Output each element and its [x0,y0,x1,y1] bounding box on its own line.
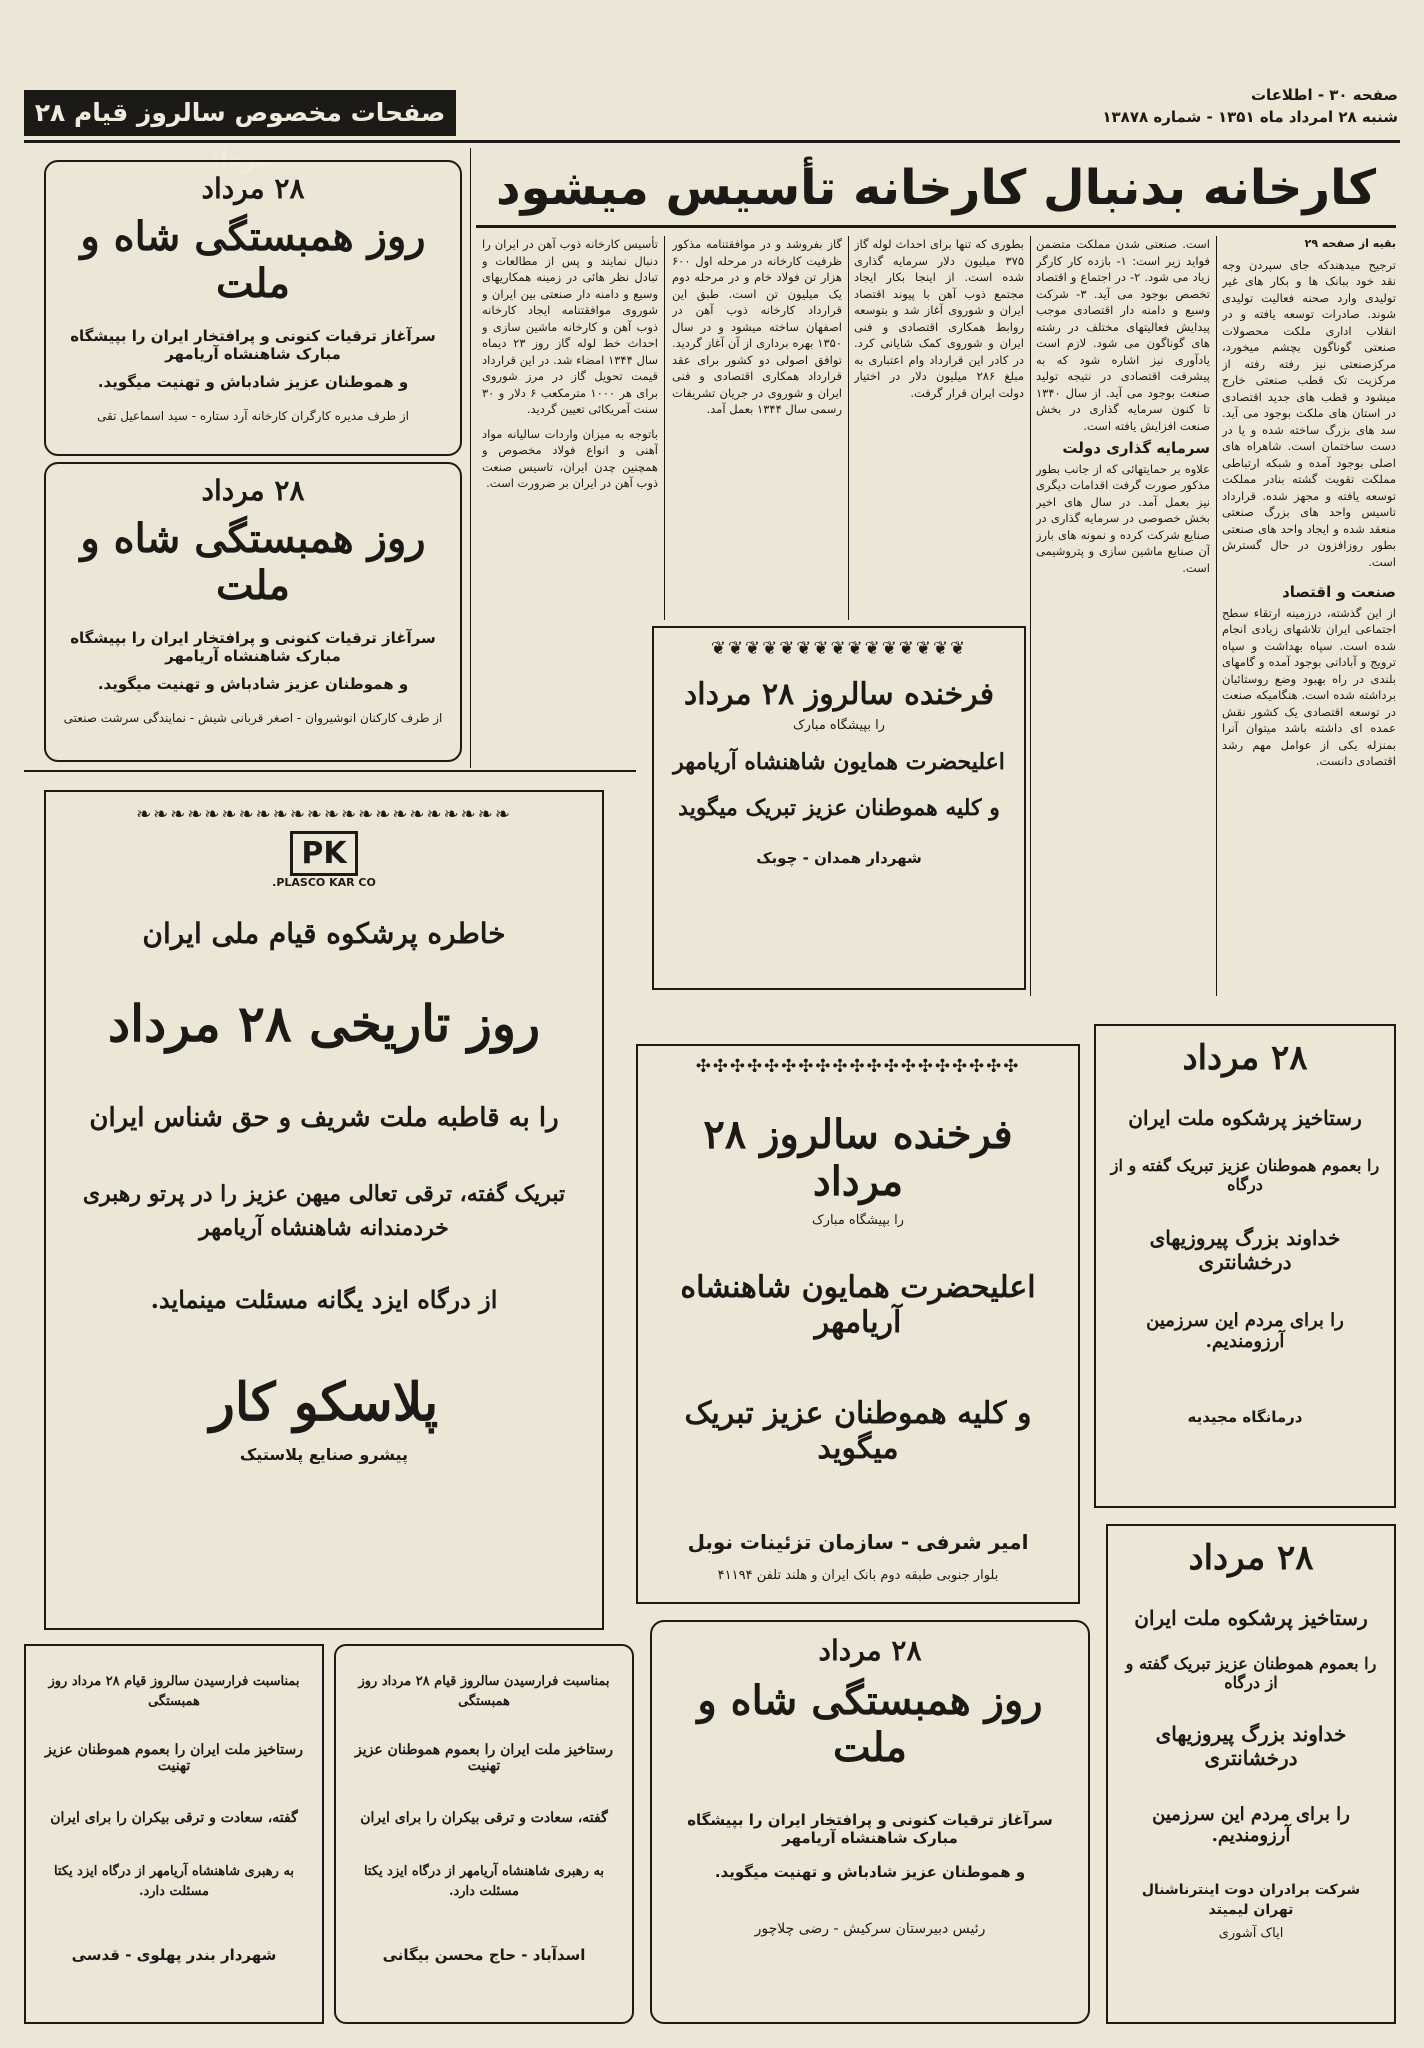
masthead-rule [24,140,1400,143]
ornament-border-icon: ❦❦❦❦❦❦❦❦❦❦❦❦❦❦❦ [710,638,968,659]
ad-signer: تهران لیمیتد [1208,1902,1294,1918]
issue-date: شنبه ۲۸ امرداد ماه ۱۳۵۱ - شماره ۱۳۸۷۸ [1102,108,1398,126]
ad-text: اعلیحضرت همایون شاهنشاه آریامهر [673,749,1005,775]
ad-text: را بعموم هموطنان عزیز تبریک گفته و از درگاه [1110,1156,1380,1194]
ad-text: بمناسبت فرارسیدن سالروز قیام ۲۸ مرداد روز همبستگی [358,1674,610,1709]
section-rule [24,770,636,772]
subhead-industry: صنعت و اقتصاد [1282,583,1396,601]
ad-text: رستاخیز ملت ایران را بعموم هموطنان عزیز تهنیت [44,1742,303,1774]
ad-text: تبریک گفته، ترقی تعالی میهن عزیز را در پرتو رهبری خردمندانه شاهنشاه آریامهر [82,1181,566,1241]
page-headline: کارخانه بدنبال کارخانه تأسیس میشود [476,148,1396,228]
ad-title: روز تاریخی ۲۸ مرداد [107,994,541,1053]
article-column-4: گاز بفروشد و در موافقتنامه مذکور ظرفیت کارخانه در مرحله اول ۶۰۰ هزار تن فولاد خام و در مرحله دوم یک میلیون تن است. طبق این قرارداد کارخانه ذوب آهن در اصفهان ساخته میشود و در سال ۱۳۵۰ بهره برداری از آن آغاز گردید. توافق اصولی دو کشور برای عقد قرارداد همکاری اقتصادی و فنی ایران و شوروی در جریان تشریفات رسمی سال ۱۳۴۴ بعمل آمد. [672,237,842,416]
ad-text: خداوند بزرگ پیروزیهای درخشانتری [1149,1226,1341,1274]
plasco-logo-icon: PK [290,831,357,876]
column-rule [848,236,849,620]
plasco-brand: پلاسکو کار [209,1372,439,1433]
article-text: از این گذشته، درزمینه ارتقاء سطح اجتماعی ایران تلاشهای زیادی انجام شده است. سپاه بهداشت و سپاه ترویج و آبادانی بوجود آمده و گامهای بلندی در راه بهبود وضع روستائیان برداشته شده است. هنگامیکه صنعت در توسعه اقتصادی یک کشور نقش عمده ای داشته باشد میتوان آنرا بمنزله یکی از عوامل مهم رشد اقتصادی دانست. [1222,605,1396,768]
ad-title: روز همبستگی شاه و ملت [80,213,426,307]
ad-text: را برای مردم این سرزمین آرزومندیم. [1152,1804,1350,1846]
article-column-2 [1036,236,1210,996]
ad-nobel-decorations [636,1044,1080,1604]
ad-text: اعلیحضرت همایون شاهنشاه آریامهر [680,1270,1036,1340]
ad-signer: شرکت برادران دوت اینترناشنال [1141,1882,1361,1898]
ad-signer: از طرف مدیره کارگران کارخانه آرد ستاره - سید اسماعیل تقی [97,409,409,423]
article-text: تأسیس کارخانه ذوب آهن در ایران را دنبال نمایند و پس از مطالعات و تبادل نظر هائی در زمینه همکاریهای وسیع و دامنه دار صنعتی بین ایران و شوروی موافقتنامه ایجاد کارخانه ذوب آهن و کارخانه ماشین سازی و احداث خط لوله گاز روز ۲۳ دیماه سال ۱۳۴۴ امضاء شد. در این قرارداد قیمت تحویل گاز در مرز شوروی برای هر ۱۰۰۰ مترمکعب ۶ دلار و ۳۰ سنت آمریکائی تعیین گردید. [482,237,658,416]
plasco-brand-sub: پیشرو صنایع پلاستیک [239,1445,409,1464]
column-rule [664,236,665,620]
ad-signer: شهردار همدان - چوبک [756,849,922,867]
page-info [1058,84,1398,128]
ornament-border-icon: ✣✣✣✣✣✣✣✣✣✣✣✣✣✣✣✣✣✣✣ [695,1056,1021,1077]
ad-signer: ایاک آشوری [1218,1926,1284,1941]
ad-text: به رهبری شاهنشاه آریامهر از درگاه ایزد یکتا مسئلت دارد. [53,1864,295,1899]
ad-text: بمناسبت فرارسیدن سالروز قیام ۲۸ مرداد روز همبستگی [48,1674,300,1709]
article-column-5 [482,236,658,756]
ad-text: و کلیه هموطنان عزیز تبریک میگوید [684,1396,1032,1466]
ad-title: فرخنده سالروز ۲۸ مرداد [703,1111,1013,1205]
ad-text: را بعموم هموطنان عزیز تبریک گفته و از درگاه [1125,1654,1377,1692]
ad-text: سرآغاز ترقیات کنونی و پرافتخار ایران را بپیشگاه مبارک شاهنشاه آریامهر [70,327,436,363]
ad-hamedan-mayor [652,626,1026,990]
ad-text: خداوند بزرگ پیروزیهای درخشانتری [1155,1722,1347,1770]
subhead-capital: سرمایه گذاری دولت [1062,439,1210,457]
ad-text: سرآغاز ترقیات کنونی و پرافتخار ایران را بپیشگاه مبارک شاهنشاه آریامهر [70,629,436,665]
ad-date: ۲۸ مرداد [1188,1538,1314,1578]
ad-majidieh-clinic [1094,1024,1396,1508]
column-rule [1030,236,1031,996]
ad-title: روز همبستگی شاه و ملت [697,1677,1043,1771]
ad-signer: شهردار بندر پهلوی - قدسی [71,1946,277,1964]
column-rule [1216,236,1217,996]
ad-flour-factory [44,160,462,456]
ad-sarkish-school [650,1620,1090,2024]
plasco-logo [66,831,582,889]
ad-text: و هموطنان عزیز شادباش و تهنیت میگوید. [97,373,409,391]
ad-address: بلوار جنوبی طبقه دوم بانک ایران و هلند تلفن ۴۱۱۹۴ [717,1568,999,1583]
ad-text: و هموطنان عزیز شادباش و تهنیت میگوید. [97,675,409,693]
ad-text: از درگاه ایزد یگانه مسئلت مینماید. [150,1285,498,1314]
article-text: باتوجه به میزان واردات سالیانه مواد آهنی و انواع فولاد مخصوص و همچنین چدن ایران، تاسیس صنعت ذوب آهن در ایران بر ضرورت است. [482,426,658,490]
column-divider [470,148,471,768]
ad-asadabad [334,1644,634,2024]
ad-date: ۲۸ مرداد [201,474,305,507]
page-number: صفحه ۳۰ - اطلاعات [1250,86,1398,104]
ad-anoushirvan [44,462,462,762]
ad-title: روز همبستگی شاه و ملت [80,515,426,609]
ad-text: رستاخیز پرشکوه ملت ایران [1134,1606,1368,1630]
ad-intro: خاطره پرشکوه قیام ملی ایران [142,917,506,950]
ad-text: و کلیه هموطنان عزیز تبریک میگوید [678,795,1000,821]
article-text: ترجیح میدهندکه جای سپردن وجه نقد خود ببانک ها و بکار های غیر تولیدی وارد صحنه فعالیت تولیدی شوند. صادرات توسعه یافته و در انقلاب اداری ملکت محصولات صنعتی گوناگون بچشم میخورد، مرکزصنعتی نیز رفته رفته از مرکزیت تک قطب صنعتی خارج میشود و قطب های جدید اقتصادی در استان های ملکت بوجود می آید. سد های بزرگ ساخته شده و یا در دست ساختمان است. شاهراه های اصلی بوجود آمده و شبکه ارتباطی مملکت تقویت گشته بنادر مملکت توسعه یافته و مجهز شده. قرارداد تاسیس واحد های بزرگ صنعتی منعقد شده و ایجاد واحد های صنعتی بطور روزافزون در حال گسترش است. [1222,257,1396,569]
ad-text: رستاخیز ملت ایران را بعموم هموطنان عزیز تهنیت [354,1742,613,1774]
ad-text: و هموطنان عزیز شادباش و تهنیت میگوید. [714,1863,1026,1881]
special-pages-banner: صفحات مخصوص سالروز قیام ۲۸ مرداد [24,90,456,136]
ad-signer: اسدآباد - حاج محسن بیگانی [382,1946,586,1964]
ad-bandar-pahlavi [24,1644,324,2024]
ad-date: ۲۸ مرداد [1182,1038,1308,1078]
plasco-logo-caption: PLASCO KAR CO. [272,876,376,889]
article-column-3: بطوری که تنها برای احداث لوله گاز ۳۷۵ میلیون دلار سرمایه گذاری شده است. از اینجا بکار ایجاد مجتمع ذوب آهن با پیوند اقتصاد ایران و شوروی آغاز شد و بتوسعه روابط همکاری اقتصادی و فنی ایران و شوروی کمک شایانی کرد. در کادر این قرارداد وام اعتباری به مبلغ ۲۸۶ میلیون دلار در اختیار دولت ایران قرار گرفت. [854,237,1024,400]
article-text: است. صنعتی شدن مملکت متضمن فواید زیر است: ۱- بازده کار کارگر زیاد می شود. ۲- در اجتماع و اقتصاد تخصص بوجود می آید. ۳- شرکت وسیع و دامنه دار اقتصادی موجب پیدایش فعالیتهای مختلف در رشته های گوناگون می شود. لازم است یادآوری نیز اشاره شود که به پیشرفت اقتصادی در نتیجه تولید صنعت بوجود می آید. از سال ۱۳۴۰ تا کنون سرمایه گذاری در بخش صنعت افزایش یافته است. [1036,237,1210,433]
ad-text: سرآغاز ترقیات کنونی و پرافتخار ایران را بپیشگاه مبارک شاهنشاه آریامهر [687,1811,1053,1847]
ad-text: گفته، سعادت و ترقی بیکران را برای ایران [50,1810,298,1826]
ad-signer: درمانگاه مجیدیه [1187,1408,1303,1426]
ad-text: رستاخیز پرشکوه ملت ایران [1128,1106,1362,1130]
ad-signer: از طرف کارکنان انوشیروان - اصغر قربانی شیش - نمایندگی سرشت صنعتی [63,711,443,725]
ad-title: فرخنده سالروز ۲۸ مرداد [683,677,995,712]
ad-text: را به قاطبه ملت شریف و حق شناس ایران [89,1103,559,1133]
ad-date: ۲۸ مرداد [201,172,305,205]
ad-text: به رهبری شاهنشاه آریامهر از درگاه ایزد یکتا مسئلت دارد. [363,1864,605,1899]
ad-plasco-kar [44,790,604,1630]
article-column-1 [1222,236,1396,876]
ad-dot-international [1106,1524,1396,2024]
continued-note: بقیه از صفحه ۲۹ [1304,237,1396,250]
article-text: علاوه بر حمایتهائی که از جانب بطور مذکور صورت گرفت اقدامات دیگری نیز بعمل آمد. در سال های اخیر بخش خصوصی در سرمایه گذاری در صنایع شرکت کرده و نمونه های بارز آن صنایع ماشین سازی و پتروشیمی است. [1036,461,1210,575]
ad-text: را بپیشگاه مبارک [793,718,885,733]
ad-date: ۲۸ مرداد [818,1634,922,1667]
ad-signer: رئیس دبیرستان سرکیش - رضی چلاچور [754,1921,986,1937]
ad-signer: امیر شرفی - سازمان تزئینات نوبل [687,1530,1029,1554]
ornament-border-icon: ❧❧❧❧❧❧❧❧❧❧❧❧❧❧❧❧❧❧❧❧❧❧ [136,804,512,825]
ad-text: را بپیشگاه مبارک [812,1213,904,1228]
ad-text: گفته، سعادت و ترقی بیکران را برای ایران [360,1810,608,1826]
ad-text: را برای مردم این سرزمین آرزومندیم. [1146,1310,1344,1352]
